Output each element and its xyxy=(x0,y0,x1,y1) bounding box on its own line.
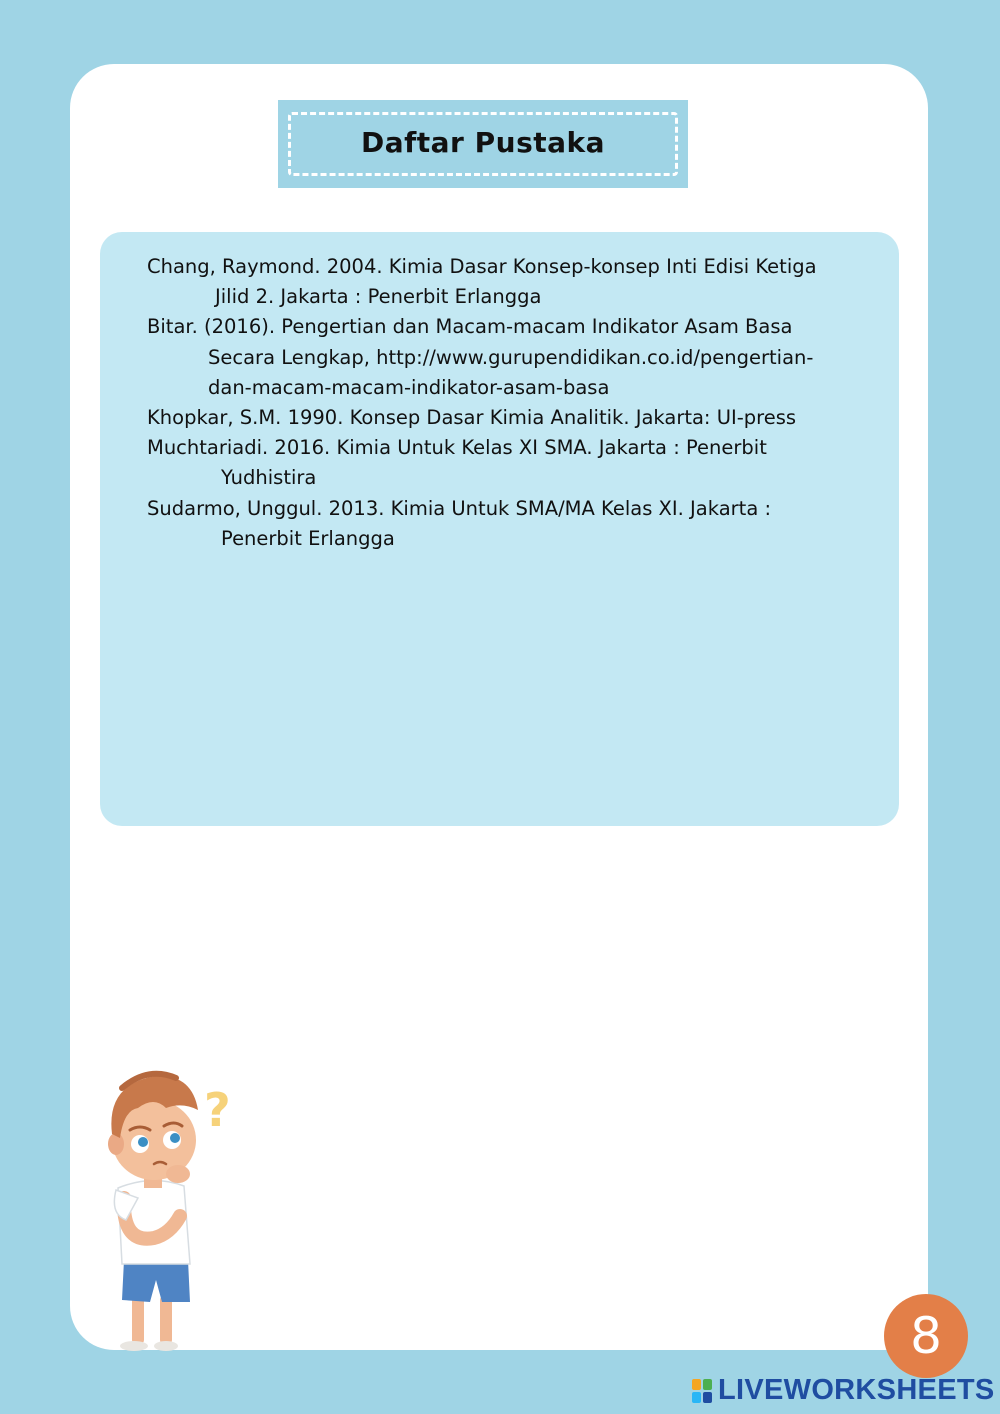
reference-line: Muchtariadi. 2016. Kimia Untuk Kelas XI SMA. Jakarta : Penerbit xyxy=(147,436,767,460)
page-title: Daftar Pustaka xyxy=(360,126,606,159)
reference-item xyxy=(147,312,887,403)
reference-list xyxy=(147,252,887,554)
reference-line: Sudarmo, Unggul. 2013. Kimia Untuk SMA/MA Kelas XI. Jakarta : xyxy=(147,496,772,520)
liveworksheets-brand[interactable] xyxy=(692,1374,995,1407)
page-number-badge: 8 xyxy=(884,1294,968,1378)
liveworksheets-logo-icon xyxy=(692,1379,712,1403)
reference-item xyxy=(147,494,887,554)
svg-text:?: ? xyxy=(204,1083,231,1137)
reference-line: Chang, Raymond. 2004. Kimia Dasar Konsep-konsep Inti Edisi Ketiga xyxy=(147,255,817,278)
reference-line: Khopkar, S.M. 1990. Konsep Dasar Kimia Analitik. Jakarta: UI-press xyxy=(147,406,797,430)
brand-text: LIVEWORKSHEETS xyxy=(718,1374,995,1406)
reference-line: Secara Lengkap, http://www.gurupendidikan.co.id/pengertian- xyxy=(208,345,814,369)
reference-line: Jilid 2. Jakarta : Penerbit Erlangga xyxy=(215,285,542,309)
reference-item xyxy=(147,403,887,433)
title-banner xyxy=(278,100,688,188)
reference-line: dan-macam-macam-indikator-asam-basa xyxy=(208,375,610,399)
reference-line: Bitar. (2016). Pengertian dan Macam-macam Indikator Asam Basa xyxy=(147,315,793,339)
reference-line: Yudhistira xyxy=(221,466,317,490)
reference-line: Penerbit Erlangga xyxy=(221,526,395,550)
reference-item xyxy=(147,433,887,493)
thinking-boy-icon xyxy=(62,1048,242,1358)
reference-item xyxy=(147,252,887,312)
